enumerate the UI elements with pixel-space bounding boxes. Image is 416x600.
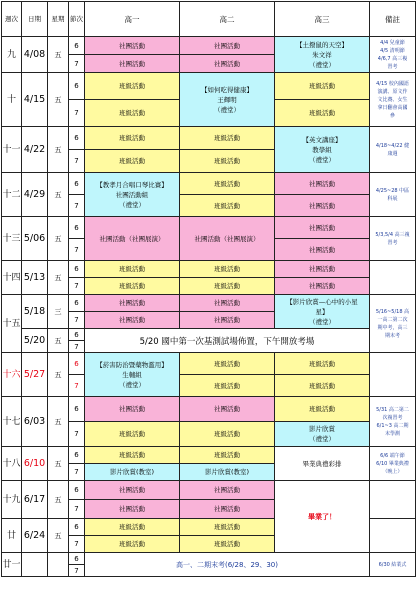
note-cell bbox=[370, 481, 416, 519]
day-cell: 五 bbox=[48, 73, 69, 127]
activity-cell: 社團活動 bbox=[180, 295, 275, 312]
day-cell: 五 bbox=[48, 353, 69, 397]
period-cell: 6 bbox=[69, 353, 85, 375]
activity-cell: 社團活動 bbox=[85, 37, 180, 55]
period-cell: 7 bbox=[69, 100, 85, 127]
activity-cell: 班級活動 bbox=[85, 261, 180, 278]
activity-cell: 影片欣賞(教室) bbox=[85, 464, 180, 481]
activity-cell: 社團活動 bbox=[180, 312, 275, 329]
activity-cell: 班級活動 bbox=[275, 375, 370, 397]
day-cell bbox=[48, 553, 69, 577]
week-cell: 十八 bbox=[2, 447, 22, 481]
date-cell: 5/27 bbox=[22, 353, 48, 397]
activity-cell: 班級活動 bbox=[180, 422, 275, 447]
lecture-cell: 【教孝月合唱口琴比賽】 社團活動組 （禮堂） bbox=[85, 173, 180, 217]
header-grade3: 高三 bbox=[275, 2, 370, 37]
header-row bbox=[2, 2, 416, 37]
period-cell: 7 bbox=[69, 422, 85, 447]
date-cell: 4/29 bbox=[22, 173, 48, 217]
activity-cell: 班級活動 bbox=[85, 127, 180, 150]
day-cell: 五 bbox=[48, 37, 69, 73]
period-cell: 7 bbox=[69, 375, 85, 397]
period-cell: 6 bbox=[69, 173, 85, 195]
period-cell: 7 bbox=[69, 312, 85, 329]
period-cell: 6 bbox=[69, 519, 85, 536]
table-row bbox=[2, 127, 416, 150]
activity-cell: 社團活動 bbox=[85, 55, 180, 73]
header-week: 週次 bbox=[2, 2, 22, 37]
note-cell: 4/18~4/22 健 康週 bbox=[370, 127, 416, 173]
day-cell: 五 bbox=[48, 397, 69, 447]
date-cell bbox=[22, 553, 48, 577]
activity-cell: 班級活動 bbox=[85, 519, 180, 536]
period-cell: 6 bbox=[69, 261, 85, 278]
day-cell: 五 bbox=[48, 447, 69, 481]
graduated-cell bbox=[275, 481, 370, 553]
activity-cell: 班級活動 bbox=[275, 100, 370, 127]
exam-banner: 5/20 國中第一次基測試場佈置，下午開放考場 bbox=[85, 329, 370, 353]
activity-cell: 社團活動 bbox=[85, 481, 180, 500]
week-cell: 九 bbox=[2, 37, 22, 73]
period-cell: 7 bbox=[69, 195, 85, 217]
header-notes: 備註 bbox=[370, 2, 416, 37]
header-day: 星期 bbox=[48, 2, 69, 37]
header-date: 日期 bbox=[22, 2, 48, 37]
week-cell: 十五 bbox=[2, 295, 22, 353]
period-cell: 6 bbox=[69, 127, 85, 150]
activity-cell: 社團活動 bbox=[180, 481, 275, 500]
period-cell: 7 bbox=[69, 565, 85, 577]
table-row bbox=[2, 173, 416, 195]
week-cell: 廿 bbox=[2, 519, 22, 553]
note-cell bbox=[370, 353, 416, 397]
activity-cell: 社團活動 bbox=[180, 500, 275, 519]
lecture-cell: 【影片欣賞—心中的小星 星】 （禮堂） bbox=[275, 295, 370, 329]
period-cell: 6 bbox=[69, 397, 85, 422]
activity-cell: 社團活動 bbox=[275, 278, 370, 295]
date-cell: 5/13 bbox=[22, 261, 48, 295]
activity-cell: 班級活動 bbox=[85, 278, 180, 295]
day-cell: 三 bbox=[48, 295, 69, 329]
activity-cell: 班級活動 bbox=[275, 397, 370, 422]
period-cell: 7 bbox=[69, 500, 85, 519]
activity-cell: 社團活動（社團展演） bbox=[180, 217, 275, 261]
period-cell: 7 bbox=[69, 278, 85, 295]
activity-cell: 班級活動 bbox=[85, 73, 180, 100]
table-row bbox=[2, 217, 416, 239]
lecture-cell: 【土撥鼠的天空】 朱文祥 （禮堂） bbox=[275, 37, 370, 73]
header-period: 節次 bbox=[69, 2, 85, 37]
activity-cell: 影片欣賞(教室) bbox=[180, 464, 275, 481]
day-cell: 五 bbox=[48, 261, 69, 295]
activity-cell: 班級活動 bbox=[85, 100, 180, 127]
date-cell: 4/15 bbox=[22, 73, 48, 127]
activity-cell: 社團活動 bbox=[275, 195, 370, 217]
activity-cell: 班級活動 bbox=[180, 519, 275, 536]
activity-cell: 班級活動 bbox=[85, 447, 180, 464]
schedule-table bbox=[1, 1, 416, 577]
note-cell: 6/30 結業式 bbox=[370, 553, 416, 577]
table-row bbox=[2, 481, 416, 500]
header-grade1: 高一 bbox=[85, 2, 180, 37]
table-row bbox=[2, 295, 416, 312]
table-row bbox=[2, 447, 416, 464]
table-row bbox=[2, 73, 416, 100]
activity-cell: 班級活動 bbox=[180, 278, 275, 295]
activity-cell: 班級活動 bbox=[180, 447, 275, 464]
activity-cell: 社團活動 bbox=[180, 37, 275, 55]
activity-cell: 社團活動 bbox=[85, 295, 180, 312]
date-cell: 5/20 bbox=[22, 329, 48, 353]
activity-cell: 社團活動 bbox=[275, 239, 370, 261]
activity-cell: 班級活動 bbox=[180, 375, 275, 397]
activity-cell: 班級活動 bbox=[275, 353, 370, 375]
day-cell: 五 bbox=[48, 519, 69, 553]
week-cell: 十一 bbox=[2, 127, 22, 173]
activity-cell: 社團活動 bbox=[180, 55, 275, 73]
week-cell: 十三 bbox=[2, 217, 22, 261]
table-row bbox=[2, 397, 416, 422]
activity-cell: 社團活動 bbox=[275, 217, 370, 239]
activity-cell: 社團活動 bbox=[275, 261, 370, 278]
note-cell: 5/3,5/4 高三複 習考 bbox=[370, 217, 416, 261]
table-row bbox=[2, 553, 416, 565]
note-cell bbox=[370, 519, 416, 553]
rehearsal-cell: 畢業典禮彩排 bbox=[275, 447, 370, 481]
date-cell: 6/03 bbox=[22, 397, 48, 447]
day-cell: 五 bbox=[48, 217, 69, 261]
period-cell: 6 bbox=[69, 37, 85, 55]
week-cell: 十七 bbox=[2, 397, 22, 447]
date-cell: 5/06 bbox=[22, 217, 48, 261]
graduated-label: 畢業了！ bbox=[308, 512, 336, 521]
lecture-cell: 【英文講座】 教學組 （禮堂） bbox=[275, 127, 370, 173]
activity-cell: 社團活動（社團展演） bbox=[85, 217, 180, 261]
period-cell: 6 bbox=[69, 553, 85, 565]
date-cell: 6/24 bbox=[22, 519, 48, 553]
table-row bbox=[2, 353, 416, 375]
activity-cell: 社團活動 bbox=[85, 500, 180, 519]
activity-cell: 社團活動 bbox=[180, 397, 275, 422]
final-exam-banner: 高一、二期末考(6/28、29、30) bbox=[85, 553, 370, 577]
activity-cell: 班級活動 bbox=[180, 261, 275, 278]
activity-cell: 班級活動 bbox=[180, 536, 275, 553]
period-cell: 6 bbox=[69, 73, 85, 100]
activity-cell: 班級活動 bbox=[180, 150, 275, 173]
table-row bbox=[2, 261, 416, 278]
week-cell: 十六 bbox=[2, 353, 22, 397]
lecture-cell: 【菸害防治暨藥物濫用】 生輔組 （禮堂） bbox=[85, 353, 180, 397]
note-cell bbox=[370, 261, 416, 295]
period-cell: 6 bbox=[69, 329, 85, 341]
week-cell: 十 bbox=[2, 73, 22, 127]
table-row bbox=[2, 329, 416, 341]
note-cell: 5/16~5/18 高 一高二第二次 期中考，高三 期末考 bbox=[370, 295, 416, 353]
period-cell: 7 bbox=[69, 55, 85, 73]
note-cell: 6/6 端午節 6/10 畢業典禮 （晚上） bbox=[370, 447, 416, 481]
period-cell: 6 bbox=[69, 481, 85, 500]
period-cell: 7 bbox=[69, 341, 85, 353]
period-cell: 7 bbox=[69, 239, 85, 261]
date-cell: 4/22 bbox=[22, 127, 48, 173]
note-cell: 4/15 校內國語 演講、原文作 文比賽、女生 拿日翻會高國 參 bbox=[370, 73, 416, 127]
date-cell: 6/17 bbox=[22, 481, 48, 519]
week-cell: 十四 bbox=[2, 261, 22, 295]
activity-cell: 影片欣賞 （禮堂） bbox=[275, 422, 370, 447]
day-cell: 五 bbox=[48, 173, 69, 217]
date-cell: 6/10 bbox=[22, 447, 48, 481]
activity-cell: 班級活動 bbox=[180, 173, 275, 195]
table-row bbox=[2, 37, 416, 55]
activity-cell: 班級活動 bbox=[180, 195, 275, 217]
period-cell: 7 bbox=[69, 150, 85, 173]
date-cell: 4/08 bbox=[22, 37, 48, 73]
period-cell: 7 bbox=[69, 536, 85, 553]
header-grade2: 高二 bbox=[180, 2, 275, 37]
day-cell: 五 bbox=[48, 481, 69, 519]
day-cell: 五 bbox=[48, 127, 69, 173]
activity-cell: 班級活動 bbox=[180, 353, 275, 375]
activity-cell: 班級活動 bbox=[85, 422, 180, 447]
period-cell: 7 bbox=[69, 464, 85, 481]
activity-cell: 社團活動 bbox=[85, 397, 180, 422]
period-cell: 6 bbox=[69, 295, 85, 312]
note-cell: 5/31 高二第二 次複習考 6/1~3 高二期 末學測 bbox=[370, 397, 416, 447]
note-cell: 4/4 兒童節 4/5 清明節 4/6,7 高三複 習考 bbox=[370, 37, 416, 73]
week-cell: 十二 bbox=[2, 173, 22, 217]
week-cell: 廿一 bbox=[2, 553, 22, 577]
day-cell: 五 bbox=[48, 329, 69, 353]
activity-cell: 社團活動 bbox=[85, 312, 180, 329]
note-cell: 4/25~28 中區 科展 bbox=[370, 173, 416, 217]
period-cell: 6 bbox=[69, 217, 85, 239]
week-cell: 十九 bbox=[2, 481, 22, 519]
activity-cell: 班級活動 bbox=[180, 127, 275, 150]
period-cell: 6 bbox=[69, 447, 85, 464]
activity-cell: 班級活動 bbox=[85, 536, 180, 553]
lecture-cell: 【如何吃得健康】 王輝明 （禮堂） bbox=[180, 73, 275, 127]
activity-cell: 班級活動 bbox=[85, 150, 180, 173]
activity-cell: 社團活動 bbox=[275, 173, 370, 195]
date-cell: 5/18 bbox=[22, 295, 48, 329]
activity-cell: 班級活動 bbox=[275, 73, 370, 100]
